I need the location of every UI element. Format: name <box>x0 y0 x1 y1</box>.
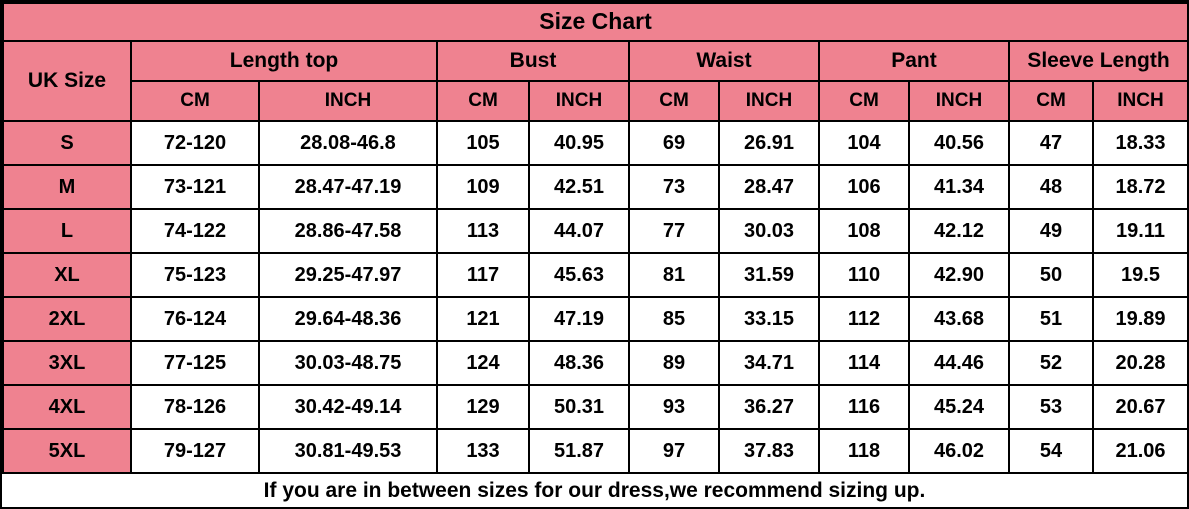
cell-sleeve-inch: 19.11 <box>1093 209 1188 253</box>
cell-length-top-inch: 28.47-47.19 <box>259 165 437 209</box>
cell-bust-inch: 51.87 <box>529 429 629 473</box>
cell-waist-inch: 28.47 <box>719 165 819 209</box>
cell-waist-inch: 34.71 <box>719 341 819 385</box>
size-chart-table <box>2 2 1189 474</box>
cell-pant-inch: 45.24 <box>909 385 1009 429</box>
unit-header-pant-cm: CM <box>819 81 909 121</box>
cell-length-top-inch: 30.42-49.14 <box>259 385 437 429</box>
cell-length-top-cm: 79-127 <box>131 429 259 473</box>
cell-sleeve-cm: 50 <box>1009 253 1093 297</box>
table-row <box>3 209 1188 253</box>
row-size-label: 3XL <box>3 341 131 385</box>
table-row <box>3 429 1188 473</box>
cell-bust-cm: 121 <box>437 297 529 341</box>
unit-header-length-top-inch: INCH <box>259 81 437 121</box>
cell-bust-inch: 40.95 <box>529 121 629 165</box>
table-row <box>3 341 1188 385</box>
unit-header-bust-cm: CM <box>437 81 529 121</box>
cell-waist-cm: 77 <box>629 209 719 253</box>
cell-bust-cm: 129 <box>437 385 529 429</box>
cell-length-top-inch: 29.64-48.36 <box>259 297 437 341</box>
cell-waist-cm: 73 <box>629 165 719 209</box>
cell-bust-inch: 44.07 <box>529 209 629 253</box>
table-row <box>3 165 1188 209</box>
table-row <box>3 385 1188 429</box>
cell-sleeve-inch: 20.67 <box>1093 385 1188 429</box>
cell-waist-inch: 30.03 <box>719 209 819 253</box>
cell-length-top-inch: 30.03-48.75 <box>259 341 437 385</box>
cell-sleeve-cm: 48 <box>1009 165 1093 209</box>
cell-sleeve-inch: 20.28 <box>1093 341 1188 385</box>
cell-pant-cm: 112 <box>819 297 909 341</box>
cell-waist-inch: 36.27 <box>719 385 819 429</box>
row-size-label: M <box>3 165 131 209</box>
table-body <box>3 121 1188 473</box>
cell-waist-inch: 26.91 <box>719 121 819 165</box>
cell-sleeve-inch: 19.5 <box>1093 253 1188 297</box>
cell-bust-inch: 50.31 <box>529 385 629 429</box>
footer-note: If you are in between sizes for our dress,we recommend sizing up. <box>2 474 1187 507</box>
cell-pant-cm: 110 <box>819 253 909 297</box>
row-size-label: 2XL <box>3 297 131 341</box>
cell-bust-cm: 113 <box>437 209 529 253</box>
cell-waist-cm: 81 <box>629 253 719 297</box>
cell-length-top-cm: 73-121 <box>131 165 259 209</box>
unit-header-sleeve-cm: CM <box>1009 81 1093 121</box>
group-header-bust: Bust <box>437 41 629 81</box>
cell-sleeve-cm: 52 <box>1009 341 1093 385</box>
unit-header-pant-inch: INCH <box>909 81 1009 121</box>
cell-pant-inch: 42.12 <box>909 209 1009 253</box>
cell-sleeve-inch: 18.72 <box>1093 165 1188 209</box>
cell-pant-cm: 116 <box>819 385 909 429</box>
cell-sleeve-inch: 19.89 <box>1093 297 1188 341</box>
cell-pant-inch: 46.02 <box>909 429 1009 473</box>
table-row <box>3 297 1188 341</box>
cell-bust-cm: 109 <box>437 165 529 209</box>
cell-sleeve-cm: 47 <box>1009 121 1093 165</box>
cell-length-top-inch: 28.08-46.8 <box>259 121 437 165</box>
cell-length-top-cm: 77-125 <box>131 341 259 385</box>
row-size-label: S <box>3 121 131 165</box>
row-size-label: 4XL <box>3 385 131 429</box>
group-header-length-top: Length top <box>131 41 437 81</box>
cell-bust-inch: 47.19 <box>529 297 629 341</box>
column-header-uk-size: UK Size <box>3 41 131 121</box>
unit-header-length-top-cm: CM <box>131 81 259 121</box>
cell-length-top-inch: 29.25-47.97 <box>259 253 437 297</box>
cell-bust-inch: 48.36 <box>529 341 629 385</box>
cell-length-top-inch: 30.81-49.53 <box>259 429 437 473</box>
table-row <box>3 121 1188 165</box>
table-row <box>3 253 1188 297</box>
group-header-pant: Pant <box>819 41 1009 81</box>
cell-waist-cm: 89 <box>629 341 719 385</box>
cell-pant-cm: 118 <box>819 429 909 473</box>
cell-bust-cm: 117 <box>437 253 529 297</box>
cell-length-top-cm: 76-124 <box>131 297 259 341</box>
cell-bust-inch: 42.51 <box>529 165 629 209</box>
cell-pant-inch: 43.68 <box>909 297 1009 341</box>
cell-sleeve-cm: 53 <box>1009 385 1093 429</box>
group-header-row <box>3 41 1188 81</box>
cell-sleeve-inch: 21.06 <box>1093 429 1188 473</box>
cell-pant-inch: 40.56 <box>909 121 1009 165</box>
cell-pant-inch: 41.34 <box>909 165 1009 209</box>
cell-pant-cm: 108 <box>819 209 909 253</box>
cell-sleeve-inch: 18.33 <box>1093 121 1188 165</box>
row-size-label: L <box>3 209 131 253</box>
cell-bust-cm: 133 <box>437 429 529 473</box>
row-size-label: 5XL <box>3 429 131 473</box>
cell-bust-cm: 105 <box>437 121 529 165</box>
title-row <box>3 3 1188 41</box>
cell-pant-cm: 106 <box>819 165 909 209</box>
unit-header-sleeve-inch: INCH <box>1093 81 1188 121</box>
cell-length-top-cm: 75-123 <box>131 253 259 297</box>
cell-pant-inch: 42.90 <box>909 253 1009 297</box>
cell-waist-cm: 69 <box>629 121 719 165</box>
table-header <box>3 3 1188 121</box>
cell-sleeve-cm: 54 <box>1009 429 1093 473</box>
cell-length-top-inch: 28.86-47.58 <box>259 209 437 253</box>
unit-header-waist-inch: INCH <box>719 81 819 121</box>
cell-pant-cm: 104 <box>819 121 909 165</box>
unit-header-waist-cm: CM <box>629 81 719 121</box>
group-header-waist: Waist <box>629 41 819 81</box>
cell-pant-cm: 114 <box>819 341 909 385</box>
group-header-sleeve-length: Sleeve Length <box>1009 41 1188 81</box>
cell-length-top-cm: 72-120 <box>131 121 259 165</box>
cell-waist-cm: 97 <box>629 429 719 473</box>
page-title: Size Chart <box>3 3 1188 41</box>
cell-waist-inch: 37.83 <box>719 429 819 473</box>
cell-sleeve-cm: 51 <box>1009 297 1093 341</box>
row-size-label: XL <box>3 253 131 297</box>
cell-waist-cm: 85 <box>629 297 719 341</box>
cell-waist-inch: 31.59 <box>719 253 819 297</box>
cell-bust-inch: 45.63 <box>529 253 629 297</box>
cell-waist-inch: 33.15 <box>719 297 819 341</box>
cell-sleeve-cm: 49 <box>1009 209 1093 253</box>
cell-length-top-cm: 78-126 <box>131 385 259 429</box>
cell-waist-cm: 93 <box>629 385 719 429</box>
cell-pant-inch: 44.46 <box>909 341 1009 385</box>
cell-length-top-cm: 74-122 <box>131 209 259 253</box>
cell-bust-cm: 124 <box>437 341 529 385</box>
unit-header-row <box>3 81 1188 121</box>
unit-header-bust-inch: INCH <box>529 81 629 121</box>
